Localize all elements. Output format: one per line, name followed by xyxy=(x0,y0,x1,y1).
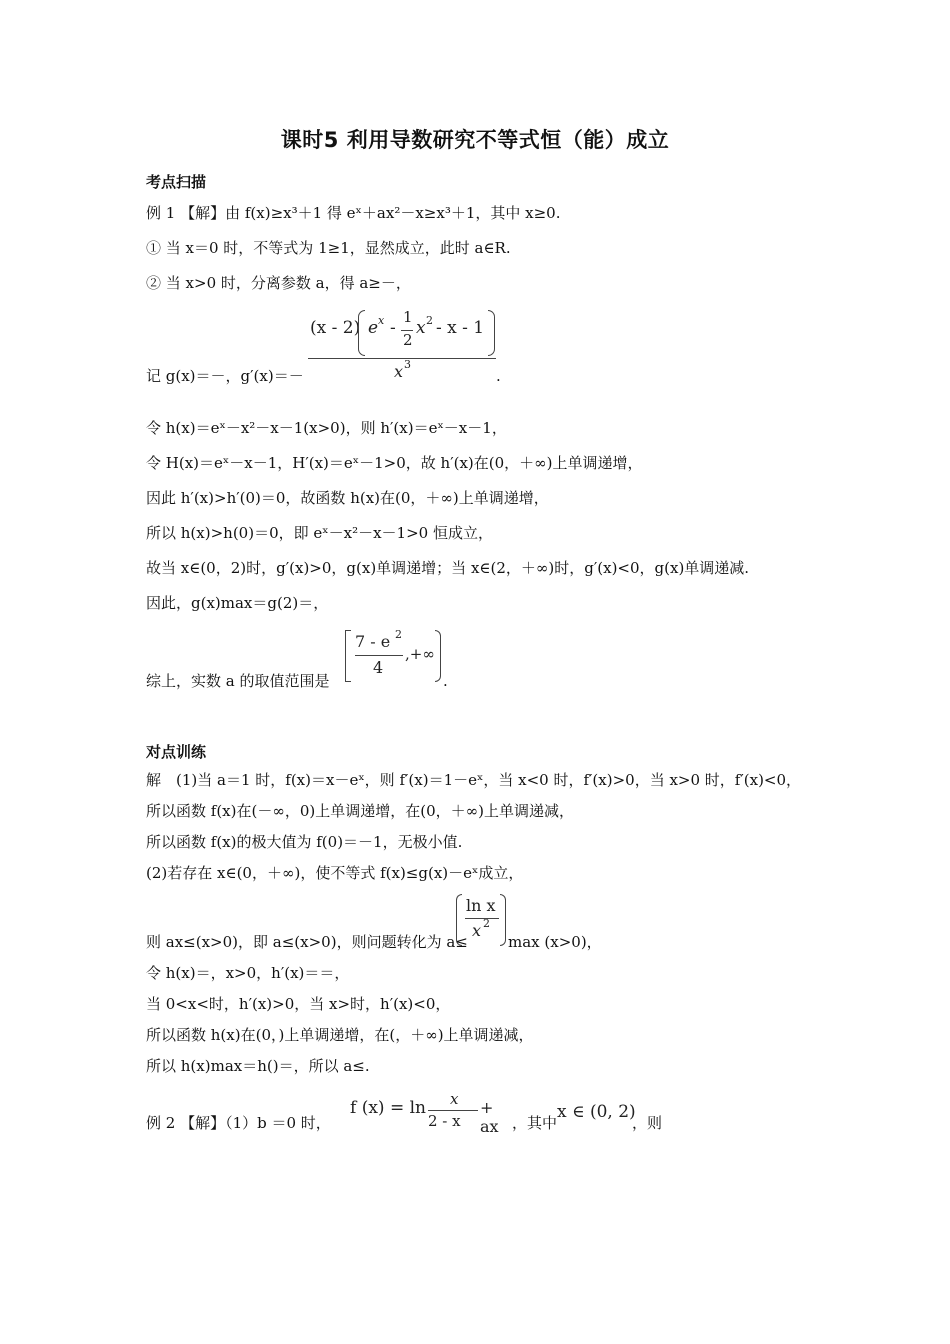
train-line-7: 当 0<x<时，h′(x)>0，当 x>时，h′(x)<0， xyxy=(146,995,451,1013)
ex1-line-10: 因此，g(x)max＝g(2)＝， xyxy=(146,594,329,612)
section-heading-train: 对点训练 xyxy=(146,743,207,761)
train-line-8: 所以函数 h(x)在(0，)上单调递增，在(，＋∞)上单调递减， xyxy=(146,1026,534,1044)
ex1-line-4: 记 g(x)＝－，g′(x)＝－ xyxy=(146,367,304,385)
formula2-bar xyxy=(355,655,403,656)
formula1-factor: (x - 2) xyxy=(310,318,361,338)
formula2-den: 4 xyxy=(373,658,384,677)
ex2-line-1-mid: ，其中 xyxy=(512,1114,558,1132)
train-line-5: 则 ax≤(x>0)，即 a≤(x>0)，则问题转化为 a≤ xyxy=(146,933,468,951)
formula5-domain: x ∈ (0, 2) xyxy=(557,1102,636,1122)
formula3-den: x xyxy=(472,921,482,940)
formula3-right-paren xyxy=(500,894,506,946)
train-line-6: 令 h(x)＝，x>0，h′(x)＝＝， xyxy=(146,964,350,982)
formula-range xyxy=(345,628,445,684)
page-title: 课时5 利用导数研究不等式恒（能）成立 xyxy=(280,128,670,152)
formula1-half-den: 2 xyxy=(403,331,413,349)
formula3-num: ln x xyxy=(466,896,496,915)
ex1-line-5: 令 h(x)＝eˣ－x²－x－1(x>0)，则 h′(x)＝eˣ－x－1， xyxy=(146,419,507,437)
ex1-line-9: 故当 x∈(0，2)时，g′(x)>0，g(x)单调递增；当 x∈(2，＋∞)时，g′(x)<0，g(x)单调递减. xyxy=(146,559,750,577)
train-line-9: 所以 h(x)max＝h()＝，所以 a≤. xyxy=(146,1057,370,1075)
formula4-num: x xyxy=(450,1090,459,1108)
formula3-bar xyxy=(465,918,499,919)
formula-g-prime xyxy=(308,308,498,386)
ex1-line-6: 令 H(x)＝eˣ－x－1，H′(x)＝eˣ－1>0，故 h′(x)在(0，＋∞)上单调递增， xyxy=(146,454,643,472)
formula-f-ln xyxy=(350,1090,510,1138)
formula1-minus: - xyxy=(390,318,396,338)
ex1-line-1: 例 1 【解】由 f(x)≥x³＋1 得 eˣ＋ax²－x≥x³＋1，其中 x≥0. xyxy=(146,204,561,222)
ex1-line-4-end: . xyxy=(496,367,501,385)
train-line-3: 所以函数 f(x)的极大值为 f(0)＝－1，无极小值. xyxy=(146,833,463,851)
formula2-num: 7 - e xyxy=(355,632,391,651)
formula1-den-sup: 3 xyxy=(404,358,411,371)
formula1-den: x xyxy=(394,362,404,381)
formula2-num-sup: 2 xyxy=(395,628,402,641)
ex2-line-1-end: ，则 xyxy=(632,1114,663,1132)
train-line-4: (2)若存在 x∈(0，＋∞)，使不等式 f(x)≤g(x)－eˣ成立， xyxy=(146,864,524,882)
ex1-line-11-end: . xyxy=(443,672,448,690)
train-line-5-end: max (x>0)， xyxy=(508,933,602,951)
formula1-left-paren xyxy=(358,310,365,356)
formula4-lhs: f (x) = ln xyxy=(350,1098,426,1118)
formula1-tail: - x - 1 xyxy=(436,318,485,338)
formula2-left-bracket xyxy=(345,630,351,682)
formula2-right-paren xyxy=(435,630,441,682)
formula4-den: 2 - x xyxy=(428,1112,461,1130)
ex1-line-11: 综上，实数 a 的取值范围是 xyxy=(146,672,330,690)
train-line-1: 解 (1)当 a＝1 时，f(x)＝x－eˣ，则 f′(x)＝1－eˣ，当 x<0 时，f′(x)>0，当 x>0 时，f′(x)<0， xyxy=(146,771,802,789)
formula3-den-sup: 2 xyxy=(483,917,490,930)
ex1-line-3: ② 当 x>0 时，分离参数 a，得 a≥－， xyxy=(146,274,411,292)
formula1-half-num: 1 xyxy=(403,308,413,326)
formula2-tail: ,+∞ xyxy=(405,645,435,663)
formula1-bar xyxy=(308,358,496,359)
formula1-right-paren xyxy=(488,310,495,356)
ex1-line-7: 因此 h′(x)>h′(0)＝0，故函数 h(x)在(0，＋∞)上单调递增， xyxy=(146,489,549,507)
train-line-2: 所以函数 f(x)在(－∞，0)上单调递增，在(0，＋∞)上单调递减， xyxy=(146,802,574,820)
formula1-x-sup: 2 xyxy=(426,314,433,327)
ex2-line-1: 例 2 【解】（1）b ＝0 时， xyxy=(146,1114,331,1132)
ex1-line-8: 所以 h(x)>h(0)＝0，即 eˣ－x²－x－1>0 恒成立， xyxy=(146,524,493,542)
formula4-bar xyxy=(428,1110,478,1111)
formula1-e-sup: x xyxy=(378,314,385,327)
formula4-tail: + ax xyxy=(480,1098,499,1136)
ex1-line-2: ① 当 x＝0 时，不等式为 1≥1，显然成立，此时 a∈R. xyxy=(146,239,511,257)
formula1-x: x xyxy=(416,318,426,338)
section-heading-scan: 考点扫描 xyxy=(146,173,207,191)
formula1-e: e xyxy=(368,318,379,338)
